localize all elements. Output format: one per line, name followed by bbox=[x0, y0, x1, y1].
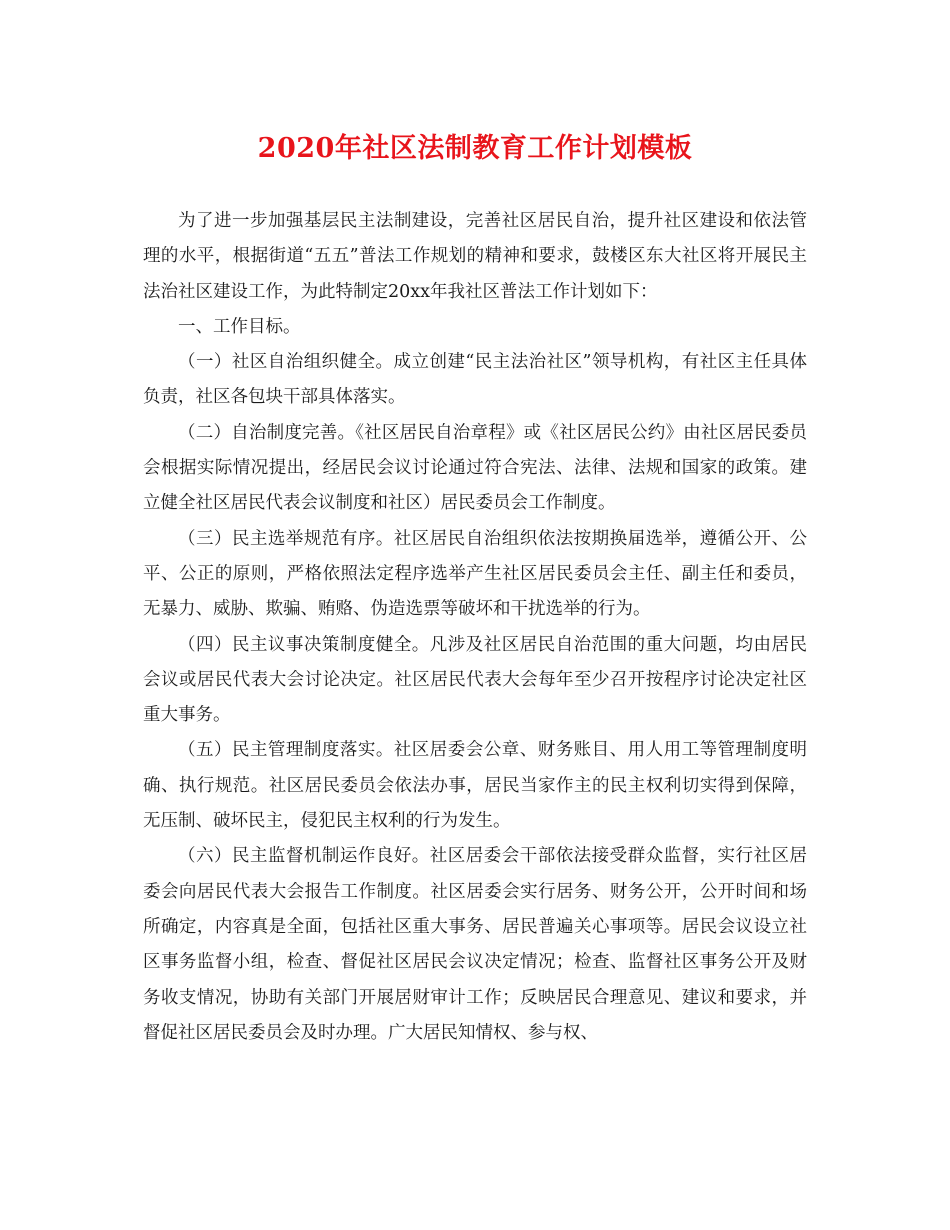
goal-paragraph-4: （四）民主议事决策制度健全。凡涉及社区居民自治范围的重大问题，均由居民会议或居民代表大会讨论决定。社区居民代表大会每年至少召开按程序讨论决定社区重大事务。 bbox=[143, 634, 807, 726]
goal-paragraph-3: （三）民主选举规范有序。社区居民自治组织依法按期换届选举，遵循公开、公平、公正的原则，严格依照法定程序选举产生社区居民委员会主任、副主任和委员，无暴力、威胁、欺骗、贿赂、伪造选票等破坏和干扰选举的行为。 bbox=[143, 528, 807, 620]
goal-paragraph-6: （六）民主监督机制运作良好。社区居委会干部依法接受群众监督，实行社区居委会向居民代表大会报告工作制度。社区居委会实行居务、财务公开，公开时间和场所确定，内容真是全面，包括社区重大事务、居民普遍关心事项等。居民会议设立社区事务监督小组，检查、督促社区居民会议决定情况；检查、监督社区事务公开及财务收支情况，协助有关部门开展居财审计工作；反映居民合理意见、建议和要求，并督促社区居民委员会及时办理。广大居民知情权、参与权、 bbox=[143, 846, 807, 1043]
goal-paragraph-1: （一）社区自治组织健全。成立创建“民主法治社区”领导机构，有社区主任具体负责，社区各包块干部具体落实。 bbox=[143, 352, 807, 408]
goal-paragraph-5: （五）民主管理制度落实。社区居委会公章、财务账目、用人用工等管理制度明确、执行规范。社区居民委员会依法办事，居民当家作主的民主权利切实得到保障，无压制、破坏民主，侵犯民主权利的行为发生。 bbox=[143, 740, 807, 832]
goal-paragraph-2: （二）自治制度完善。《社区居民自治章程》或《社区居民公约》由社区居民委员会根据实际情况提出，经居民会议讨论通过符合宪法、法律、法规和国家的政策。建立健全社区居民代表会议制度和社区）居民委员会工作制度。 bbox=[143, 422, 807, 514]
document-title: 2020年社区法制教育工作计划模板 bbox=[257, 133, 693, 164]
intro-paragraph: 为了进一步加强基层民主法制建设，完善社区居民自治，提升社区建设和依法管理的水平，根据街道“五五”普法工作规划的精神和要求，鼓楼区东大社区将开展民主法治社区建设工作，为此特制定20xx年我社区普法工作计划如下： bbox=[143, 211, 807, 302]
document-body bbox=[143, 204, 807, 1051]
section-heading-work-goals: 一、工作目标。 bbox=[178, 316, 301, 337]
